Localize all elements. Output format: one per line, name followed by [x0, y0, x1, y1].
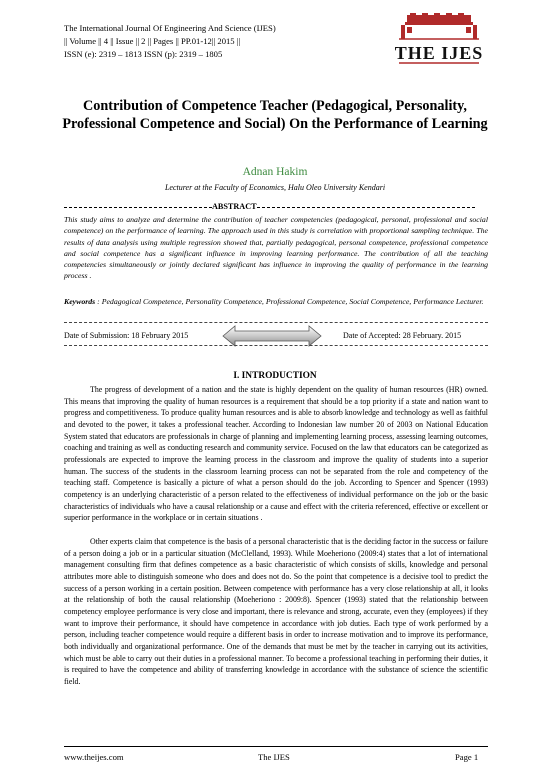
logo-text: THE IJES [394, 43, 484, 63]
author-affiliation: Lecturer at the Faculty of Economics, Halu Oleo University Kendari [164, 183, 386, 192]
keywords-label: Keywords [64, 297, 96, 306]
keywords [64, 296, 488, 307]
paragraph-text: Other experts claim that competence is the basis of a personal characteristic that is the deciding factor in the success or failure of a person doing a job or in a particular situation (McClelland, 1993). While Moeheriono (2009:4) states that a lot of international management consulting firm that defines competence as a basic characteristic of which consists of skills, knowledge and personal attributes more able to distinguish someone who does and does not do. So the point that competence is a decisive tool to predict the success of a person working in a certain position. Between competence with performance has a very close relationship at all, it looks at the relationship of both the causal relationship (Moeheriono : 2009:8). Spencer (1993) stated that the relationship between competency employee performance is very close and important, there is relevance and strong, accurate, even they (employees) if they want to improve their performance, it should have competence in accordance with job duties. Each type of work performed by a person, including teacher competence would require a different basis in order to increase motivation and to improve its performance, both individually and organizational performance. One of the demands that must be met by the teacher in carrying out its activities, which must be able to carry out their duties in a professional manner. To become a professional teaching in performing their duties, it is required to have the competence and ability of transferring knowledge in accordance with the substance of science the scientific field. [64, 537, 488, 686]
divider-top [64, 322, 488, 323]
keywords-text: : Pedagogical Competence, Personality Competence, Professional Competence, Social Competence, Performance Lecturer. [95, 297, 484, 306]
abstract-heading-rule [64, 202, 488, 214]
footer-page-number: Page 1 [455, 752, 479, 762]
journal-logo [393, 13, 485, 69]
volume-info: || Volume || 4 || Issue || 2 || Pages || PP.01-12|| 2015 || [64, 36, 241, 47]
footer-rule [64, 746, 488, 747]
paper-title: Contribution of Competence Teacher (Pedagogical, Personality, Professional Competence and Social) On the Performance of Learning [62, 98, 488, 132]
footer-journal: The IJES [258, 752, 290, 762]
issn-info: ISSN (e): 2319 – 1813 ISSN (p): 2319 – 1805 [64, 49, 223, 60]
journal-name: The International Journal Of Engineering And Science (IJES) [64, 23, 276, 33]
abstract-heading: ABSTRACT [212, 202, 257, 211]
journal-header [64, 22, 364, 62]
author-name: Adnan Hakim [242, 166, 308, 178]
section-heading: I. INTRODUCTION [233, 371, 317, 381]
footer-website: www.theijes.com [64, 752, 124, 762]
body-paragraph-1 [64, 384, 488, 524]
double-arrow-icon [222, 325, 322, 347]
paragraph-text: The progress of development of a nation and the state is highly dependent on the quality of human resources (HR) owned. This means that improving the quality of human resources is a requirement that should be a top priority if a state and nation want to progress and competitiveness. To produce quality human resources and is able to absorb knowledge and technology as well as faithful and devoted to the power, it takes a professional teacher. According to Indonesian law number 20 of 2003 on National Education System stated that educators are professionals in charge of planning and implementing learning process, assessing learning outcomes, coaching and training as well as conducting research and community service. Focused on the law that educators can be categorized as professionals are expected to improve the learning process in the classroom and improve the quality of students into a superior human. The success of the students in the classroom learning process can not be separated from the role and competency of the teaching staff. Competence is basically a picture of what a person should do the job. According to Spencer and Spencer (1993) competency is an underlying characteristic of a person related to the effectiveness of individual performance on the job or the basic characteristics of individuals who have a causal relationship or a cause and effect with the criteria referenced, effective or excellent or superior performance in the workplace or in certain situations . [64, 385, 488, 523]
submission-date: Date of Submission: 18 February 2015 [64, 331, 189, 340]
body-paragraph-2 [64, 536, 488, 688]
accepted-date: Date of Accepted: 28 February. 2015 [343, 331, 462, 340]
abstract-text: This study aims to analyze and determine the contribution of teacher competencies (pedagogical, personal, professional and social competence) on the performance of learning. The approach used in this study is correlation with proportional sampling technique. The results of data analysis using multiple regression showed that, partially pedagogical, personal competence, professional competence and social competence has a significant influence in improving learning performance. The contribution of all the teaching competencies simultaneously or jointly declared significant has influence in improving the quality of performance in the learning process . [64, 215, 488, 281]
divider-bottom [64, 345, 488, 346]
